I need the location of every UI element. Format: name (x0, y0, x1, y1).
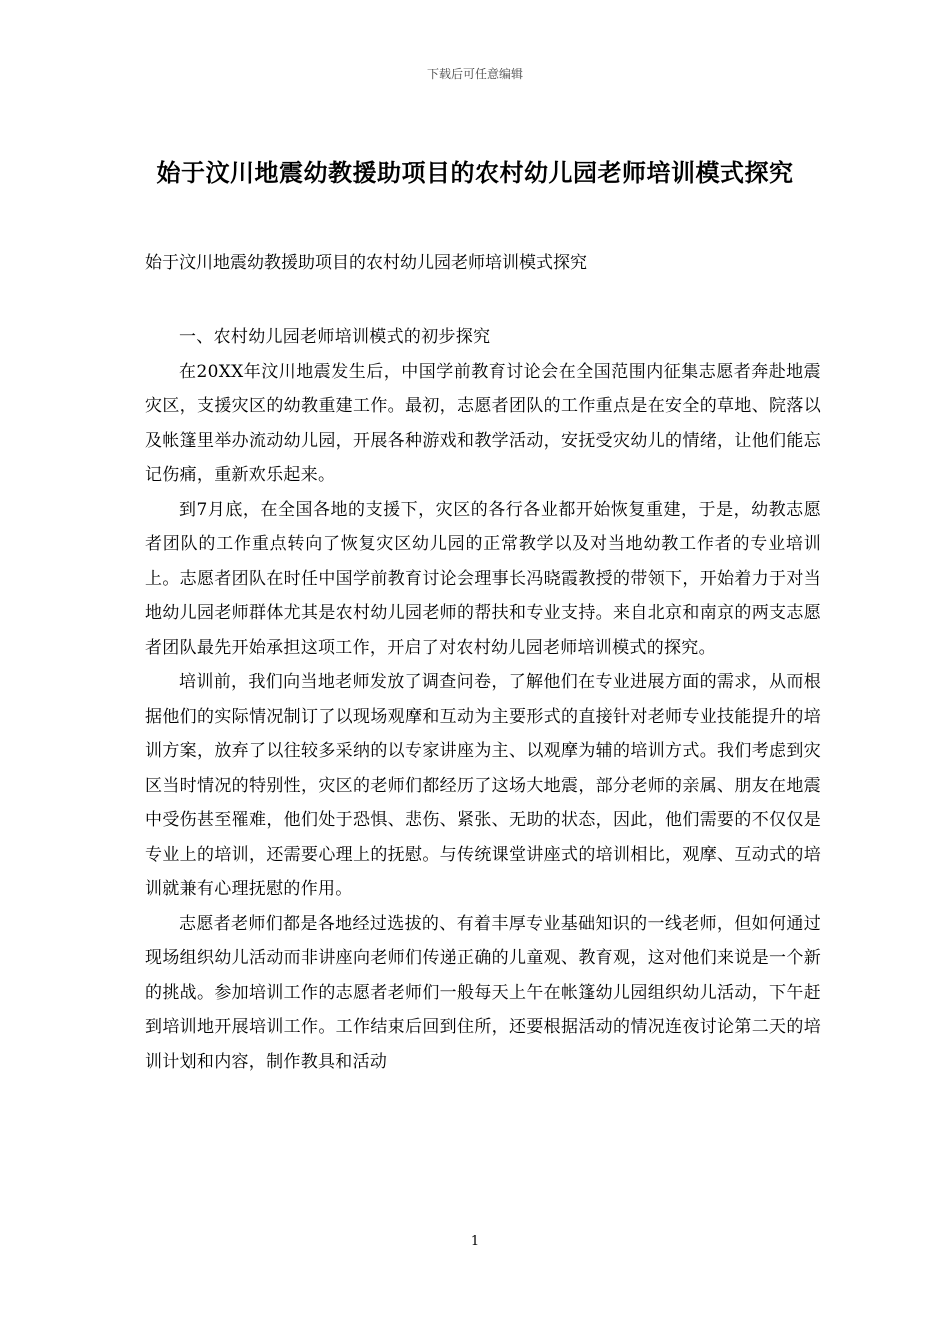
document-subtitle: 始于汶川地震幼教援助项目的农村幼儿园老师培训模式探究 (145, 253, 587, 273)
document-title: 始于汶川地震幼教援助项目的农村幼儿园老师培训模式探究 (156, 159, 794, 187)
section-heading: 一、农村幼儿园老师培训模式的初步探究 (179, 327, 491, 347)
page-header: 下载后可任意编辑 (426, 67, 523, 81)
paragraph-4: 志愿者老师们都是各地经过选拔的、有着丰厚专业基础知识的一线老师，但如何通过现场组织幼儿活动而非讲座向老师们传递正确的儿童观、教育观，这对他们来说是一个新的挑战。参加培训工作的志愿者老师们一般每天上午在帐篷幼儿园组织幼儿活动，下午赶到培训地开展培训工作。工作结束后回到住所，还要根据活动的情况连夜讨论第二天的培训计划和内容，制作教具和活动 (145, 913, 821, 1072)
document-body (145, 320, 821, 1079)
page-number: 1 (470, 1234, 480, 1249)
paragraph-2: 到7月底，在全国各地的支援下，灾区的各行各业都开始恢复重建，于是，幼教志愿者团队的工作重点转向了恢复灾区幼儿园的正常教学以及对当地幼教工作者的专业培训上。志愿者团队在时任中国学前教育讨论会理事长冯晓霞教授的带领下，开始着力于对当地幼儿园老师群体尤其是农村幼儿园老师的帮扶和专业支持。来自北京和南京的两支志愿者团队最先开始承担这项工作，开启了对农村幼儿园老师培训模式的探究。 (145, 499, 821, 658)
paragraph-3: 培训前，我们向当地老师发放了调查问卷，了解他们在专业进展方面的需求，从而根据他们的实际情况制订了以现场观摩和互动为主要形式的直接针对老师专业技能提升的培训方案，放弃了以往较多采纳的以专家讲座为主、以观摩为辅的培训方式。我们考虑到灾区当时情况的特别性，灾区的老师们都经历了这场大地震，部分老师的亲属、朋友在地震中受伤甚至罹难，他们处于恐惧、悲伤、紧张、无助的状态，因此，他们需要的不仅仅是专业上的培训，还需要心理上的抚慰。与传统课堂讲座式的培训相比，观摩、互动式的培训就兼有心理抚慰的作用。 (145, 672, 821, 899)
paragraph-1: 在20XX年汶川地震发生后，中国学前教育讨论会在全国范围内征集志愿者奔赴地震灾区，支援灾区的幼教重建工作。最初，志愿者团队的工作重点是在安全的草地、院落以及帐篷里举办流动幼儿园，开展各种游戏和教学活动，安抚受灾幼儿的情绪，让他们能忘记伤痛，重新欢乐起来。 (145, 361, 821, 485)
